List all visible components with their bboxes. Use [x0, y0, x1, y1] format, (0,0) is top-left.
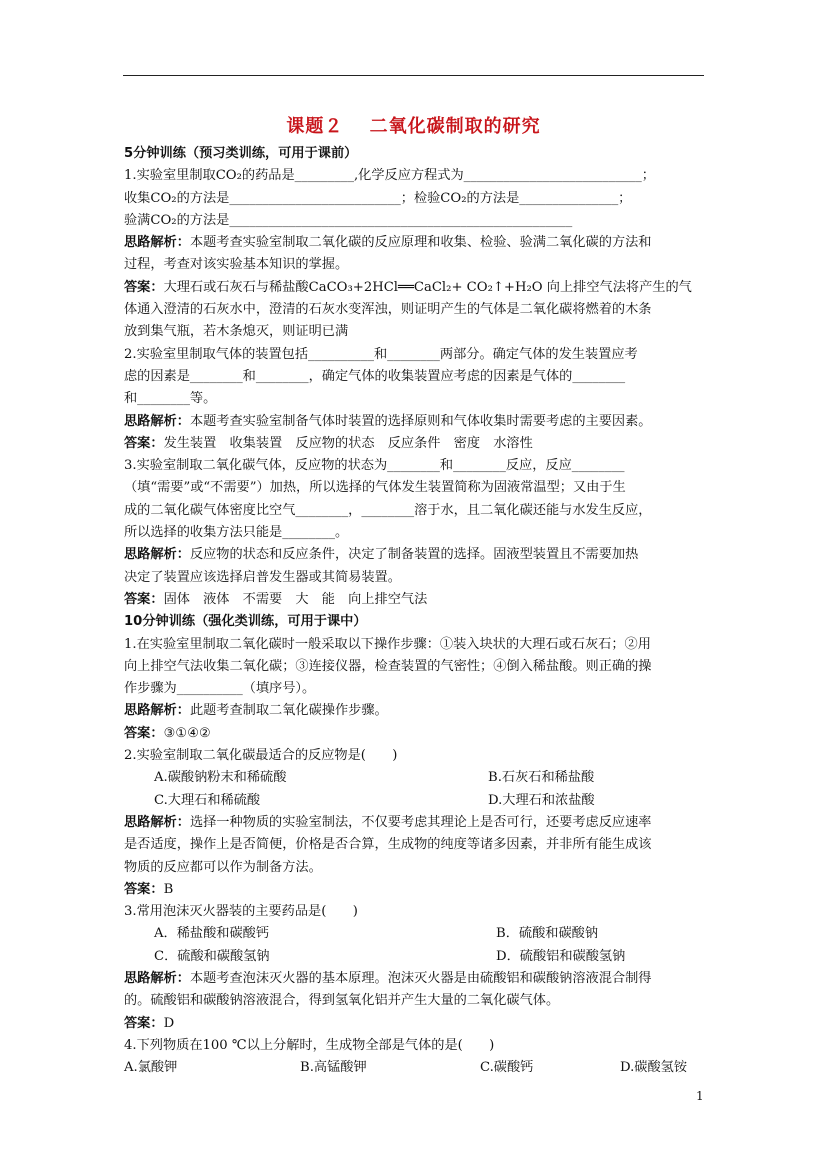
option-c: C.大理石和稀硫酸 [154, 792, 261, 808]
answer-label: 答案： [124, 435, 164, 451]
answer-label: 答案： [124, 591, 164, 607]
question-4-line-1: 1.在实验室里制取二氧化碳时一般采取以下操作步骤：①装入块状的大理石或石灰石；②用 [124, 636, 651, 652]
answer-label: 答案： [124, 279, 164, 295]
analysis-6-cont: 的。硫酸铝和碳酸钠溶液混合，得到氢氧化铝并产生大量的二氧化碳气体。 [124, 993, 560, 1009]
option-a: A.氯酸钾 [124, 1060, 178, 1076]
answer-text: 发生装置 收集装置 反应物的状态 反应条件 密度 水溶性 [163, 435, 533, 451]
question-4-line-3: 作步骤为__________（填序号）。 [124, 681, 316, 697]
option-c: C.碳酸钙 [480, 1060, 534, 1076]
question-1-line-2: 收集CO₂的方法是__________________________；检验CO₂的方法是_______________； [124, 190, 632, 206]
answer-4 [124, 723, 708, 745]
analysis-5 [124, 812, 708, 834]
analysis-label: 思路解析： [124, 235, 190, 251]
option-b: B．硫酸和碳酸钠 [496, 926, 599, 942]
answer-text: B [163, 881, 174, 897]
analysis-text: 选择一种物质的实验室制法，不仅要考虑其理论上是否可行，还要考虑反应速率 [189, 814, 652, 830]
analysis-1-cont: 过程，考查对该实验基本知识的掌握。 [124, 257, 349, 273]
analysis-text: 本题考查实验室制备气体时装置的选择原则和气体收集时需要考虑的主要因素。 [189, 413, 652, 429]
analysis-label: 思路解析： [124, 814, 190, 830]
section-heading-10min: 10分钟训练（强化类训练，可用于课中） [124, 614, 367, 630]
option-a: A．稀盐酸和碳酸钙 [154, 926, 270, 942]
question-1-line-3: 验满CO₂的方法是____________________________________________________ [124, 212, 573, 228]
question-2-line-2: 虑的因素是________和________，确定气体的收集装置应考虑的因素是气体的________ [124, 368, 626, 384]
header-rule [123, 75, 704, 76]
option-b: B.石灰石和稀盐酸 [488, 770, 595, 786]
analysis-text: 反应物的状态和反应条件，决定了制备装置的选择。固液型装置且不需要加热 [189, 547, 639, 563]
question-2-line-3: 和________等。 [124, 391, 217, 407]
option-d: D.碳酸氢铵 [620, 1060, 688, 1076]
answer-3 [124, 589, 708, 611]
question-3-line-1: 3.实验室制取二氧化碳气体，反应物的状态为________和________反应，反应________ [124, 458, 625, 474]
analysis-text: 本题考查泡沫灭火器的基本原理。泡沫灭火器是由硫酸铝和碳酸钠溶液混合制得 [189, 970, 652, 986]
option-c: C．硫酸和碳酸氢钠 [154, 948, 270, 964]
answer-text: D [163, 1015, 175, 1031]
answer-1 [124, 277, 708, 299]
analysis-text: 本题考查实验室制取二氧化碳的反应原理和收集、检验、验满二氧化碳的方法和 [189, 235, 652, 251]
analysis-5-cont-2: 物质的反应都可以作为制备方法。 [124, 859, 322, 875]
question-3-line-3: 成的二氧化碳气体密度比空气________，________溶于水，且二氧化碳还能与水发生反应， [124, 502, 652, 518]
analysis-label: 思路解析： [124, 703, 190, 719]
analysis-2 [124, 411, 708, 433]
answer-text: 固体 液体 不需要 大 能 向上排空气法 [163, 591, 428, 607]
answer-6 [124, 1013, 708, 1035]
section-heading-5min: 5分钟训练（预习类训练，可用于课前） [124, 146, 358, 161]
question-3-line-2: （填“需要”或“不需要”）加热，所以选择的气体发生装置简称为固液常温型；又由于生 [124, 480, 626, 496]
analysis-label: 思路解析： [124, 547, 190, 563]
analysis-6 [124, 968, 708, 990]
option-a: A.碳酸钠粉末和稀硫酸 [154, 770, 287, 786]
option-d: D.大理石和浓盐酸 [488, 792, 595, 808]
question-6: 3.常用泡沫灭火器装的主要药品是( ) [124, 904, 358, 920]
question-6-options-row-2 [124, 946, 708, 968]
question-5-options-row-1 [124, 767, 708, 789]
analysis-text: 此题考查制取二氧化碳操作步骤。 [189, 703, 388, 719]
question-5: 2.实验室制取二氧化碳最适合的反应物是( ) [124, 748, 398, 764]
answer-label: 答案： [124, 1015, 164, 1031]
answer-label: 答案： [124, 725, 164, 741]
question-6-options-row-1 [124, 923, 708, 945]
analysis-3-cont: 决定了装置应该选择启普发生器或其简易装置。 [124, 569, 401, 585]
question-2-line-1: 2.实验室里制取气体的装置包括__________和________两部分。确定气体的发生装置应考 [124, 346, 638, 362]
answer-1-cont-2: 放到集气瓶，若木条熄灭，则证明已满 [124, 324, 349, 340]
page-number: 1 [696, 1089, 704, 1103]
answer-text: ③①④② [163, 725, 211, 741]
answer-text: 大理石或石灰石与稀盐酸CaCO₃+2HCl══CaCl₂+ CO₂↑+H₂O 向上排空气法将产生的气 [163, 279, 692, 295]
answer-5 [124, 879, 708, 901]
document-body [124, 143, 708, 1079]
analysis-1 [124, 232, 708, 254]
question-7-options [124, 1057, 708, 1079]
analysis-5-cont-1: 是否适度，操作上是否简便，价格是否合算，生成物的纯度等诸多因素，并非所有能生成该 [124, 837, 652, 853]
page-title: 课题２ 二氧化碳制取的研究 [286, 116, 541, 137]
answer-2 [124, 433, 708, 455]
question-7: 4.下列物质在100 ℃以上分解时，生成物全部是气体的是( ) [124, 1037, 495, 1053]
answer-1-cont-1: 体通入澄清的石灰水中，澄清的石灰水变浑浊，则证明产生的气体是二氧化碳将燃着的木条 [124, 302, 652, 318]
analysis-4 [124, 700, 708, 722]
analysis-label: 思路解析： [124, 413, 190, 429]
option-d: D．硫酸铝和碳酸氢钠 [496, 948, 626, 964]
analysis-label: 思路解析： [124, 970, 190, 986]
option-b: B.高锰酸钾 [300, 1060, 367, 1076]
question-5-options-row-2 [124, 790, 708, 812]
analysis-3 [124, 544, 708, 566]
question-3-line-4: 所以选择的收集方法只能是________。 [124, 525, 349, 541]
question-4-line-2: 向上排空气法收集二氧化碳；③连接仪器，检查装置的气密性；④倒入稀盐酸。则正确的操 [124, 658, 652, 674]
answer-label: 答案： [124, 881, 164, 897]
question-1-line-1: 1.实验室里制取CO₂的药品是_________,化学反应方程式为___________________________； [124, 168, 655, 184]
